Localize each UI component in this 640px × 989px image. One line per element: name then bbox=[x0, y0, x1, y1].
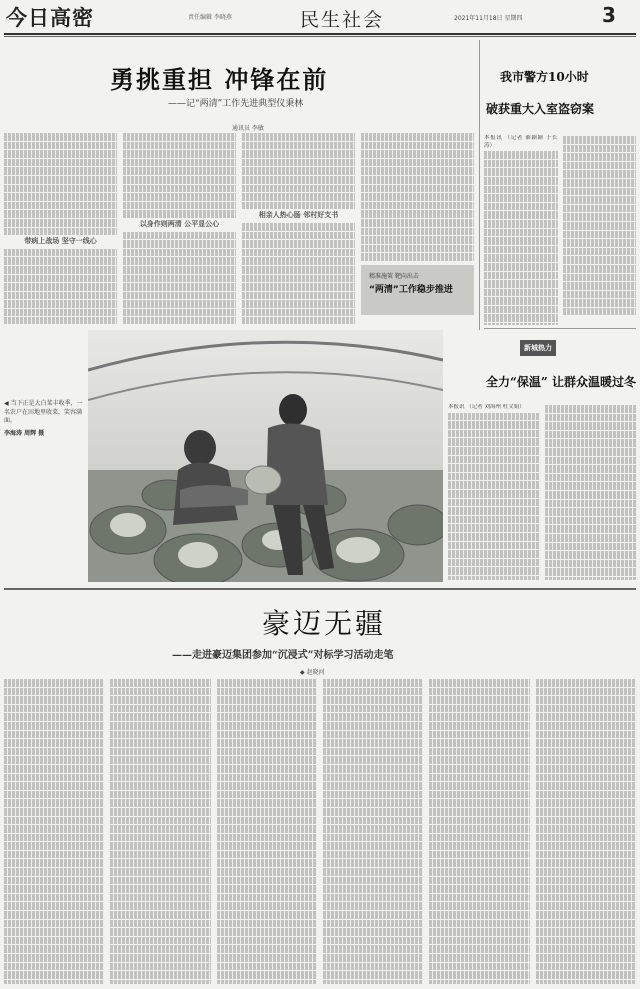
cabbage-harvest-photo bbox=[88, 330, 443, 582]
lead-inset-image bbox=[361, 265, 474, 315]
feature-column-1 bbox=[4, 678, 104, 984]
heating-headline: 全力“保温” 让群众温暖过冬 bbox=[486, 375, 636, 389]
section-title: 民生社会 bbox=[300, 9, 385, 31]
lead-byline: 通讯员 李敏 bbox=[232, 125, 264, 132]
lead-subtitle: ——记“两清”工作先进典型仪秉林 bbox=[168, 99, 304, 109]
feature-column-3 bbox=[217, 678, 317, 984]
feature-column-5 bbox=[429, 678, 529, 984]
lead-column-3 bbox=[242, 132, 355, 324]
feature-column-2 bbox=[110, 678, 210, 984]
heating-byline: 本报讯 （记者 刘海州 杜文娟） bbox=[448, 404, 525, 410]
feature-headline: 豪迈无疆 bbox=[262, 607, 387, 640]
photo-caption bbox=[4, 400, 86, 438]
police-headline-line2: 破获重大入室盗窃案 bbox=[486, 102, 595, 116]
masthead bbox=[0, 0, 640, 32]
police-byline: 本报讯 （记者 綦颖颖 于长涛） bbox=[484, 135, 558, 149]
newspaper-logo: 今日高密 bbox=[6, 5, 94, 30]
lead-body bbox=[4, 132, 474, 324]
page-number: 3 bbox=[602, 3, 616, 27]
lead-inset-kicker: 精准施策 靶向出击 bbox=[369, 272, 419, 280]
column-divider-right bbox=[479, 40, 480, 330]
police-headline-line1: 我市警方10小时 bbox=[500, 70, 589, 84]
lead-subhead-2: 以身作则两清 公平显公心 bbox=[139, 219, 220, 228]
heating-body bbox=[448, 404, 636, 580]
lead-column-2 bbox=[123, 132, 236, 324]
police-body bbox=[484, 135, 636, 325]
lead-headline: 勇挑重担 冲锋在前 bbox=[110, 65, 329, 94]
heating-column-2 bbox=[545, 404, 637, 580]
feature-byline: ◆ 赵晓河 bbox=[300, 669, 325, 676]
editor-credit: 责任编辑 李晓燕 bbox=[188, 14, 232, 21]
police-column-1 bbox=[484, 135, 558, 325]
lead-column-4 bbox=[361, 132, 474, 324]
feature-column-6 bbox=[536, 678, 636, 984]
feature-subtitle: ——走进豪迈集团参加“沉浸式”对标学习活动走笔 bbox=[172, 650, 394, 661]
heating-column-1 bbox=[448, 404, 540, 580]
cabbage-harvest-illustration bbox=[88, 330, 443, 582]
feature-divider bbox=[4, 588, 636, 590]
police-column-2 bbox=[563, 135, 637, 325]
feature-column-4 bbox=[323, 678, 423, 984]
photo-credit: 李海涛 周辉 摄 bbox=[4, 429, 45, 437]
lead-inset-title: “两清”工作稳步推进 bbox=[369, 284, 453, 295]
right-divider bbox=[484, 328, 636, 329]
heating-section-badge: 新城热力 bbox=[520, 340, 556, 356]
photo-caption-text: ◀ 当下正是大白菜丰收季，一名农户在田地里收菜，笑容满面。 bbox=[4, 400, 83, 425]
masthead-rule-thin bbox=[4, 36, 636, 37]
lead-column-1 bbox=[4, 132, 117, 324]
lead-subhead-3: 相亲人热心肠 邻村好支书 bbox=[258, 211, 339, 220]
issue-date: 2021年11月18日 星期四 bbox=[454, 15, 523, 22]
feature-body bbox=[4, 678, 636, 984]
masthead-rule bbox=[4, 33, 636, 35]
lead-subhead-1: 带病上战场 坚守一线心 bbox=[24, 237, 97, 246]
